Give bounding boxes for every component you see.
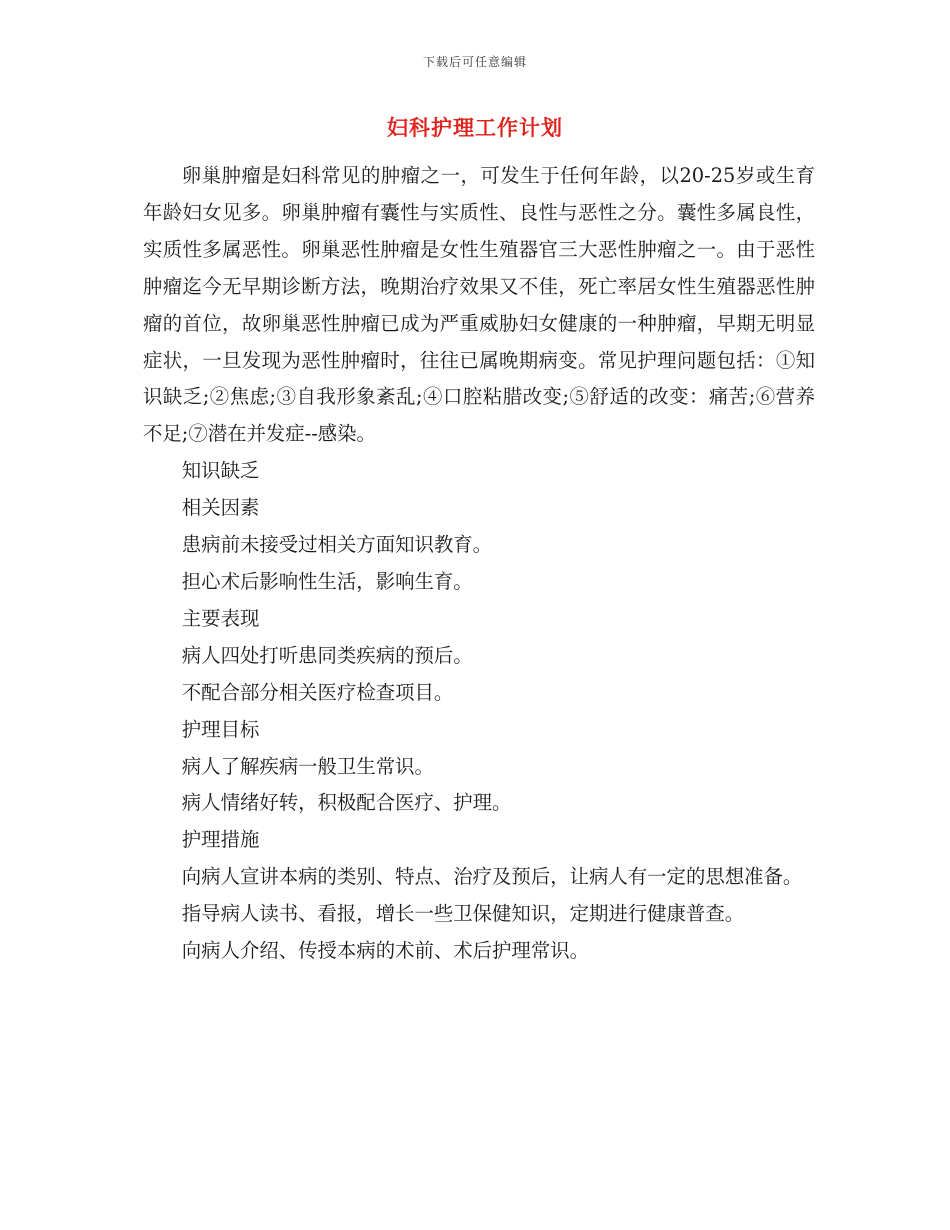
paragraph: 病人了解疾病一般卫生常识。 [181,754,434,778]
subheading-related-factors: 相关因素 [181,496,260,520]
paragraph: 病人四处打听患同类疾病的预后。 [181,643,473,667]
subheading-nursing-measures: 护理措施 [181,828,260,852]
subheading-nursing-goals: 护理目标 [181,717,260,741]
header-note: 下载后可任意编辑 [422,55,527,69]
document-body [143,158,815,970]
subheading-main-manifestations: 主要表现 [181,606,260,630]
paragraph: 不配合部分相关医疗检查项目。 [181,680,454,704]
section-heading-knowledge-deficit: 知识缺乏 [181,459,260,483]
paragraph: 向病人宣讲本病的类别、特点、治疗及预后，让病人有一定的思想准备。 [181,865,803,889]
paragraph: 患病前未接受过相关方面知识教育。 [181,533,493,557]
paragraph: 指导病人读书、看报，增长一些卫保健知识，定期进行健康普查。 [181,902,745,926]
document-title: 妇科护理工作计划 [387,116,563,140]
intro-paragraph: 卵巢肿瘤是妇科常见的肿瘤之一，可发生于任何年龄，以20-25岁或生育年龄妇女见多。卵巢肿瘤有囊性与实质性、良性与恶性之分。囊性多属良性，实质性多属恶性。卵巢恶性肿瘤是女性生殖器官三大恶性肿瘤之一。由于恶性肿瘤迄今无早期诊断方法，晚期治疗效果又不佳，死亡率居女性生殖器恶性肿瘤的首位，故卵巢恶性肿瘤已成为严重威胁妇女健康的一种肿瘤，早期无明显症状，一旦发现为恶性肿瘤时，往往已属晚期病变。常见护理问题包括：①知识缺乏;②焦虑;③自我形象紊乱;④口腔粘腊改变;⑤舒适的改变：痛苦;⑥营养不足;⑦潜在并发症--感染。 [143,164,815,446]
paragraph: 担心术后影响性生活，影响生育。 [181,569,473,593]
paragraph: 病人情绪好转，积极配合医疗、护理。 [181,791,512,815]
paragraph: 向病人介绍、传授本病的术前、术后护理常识。 [181,939,589,963]
